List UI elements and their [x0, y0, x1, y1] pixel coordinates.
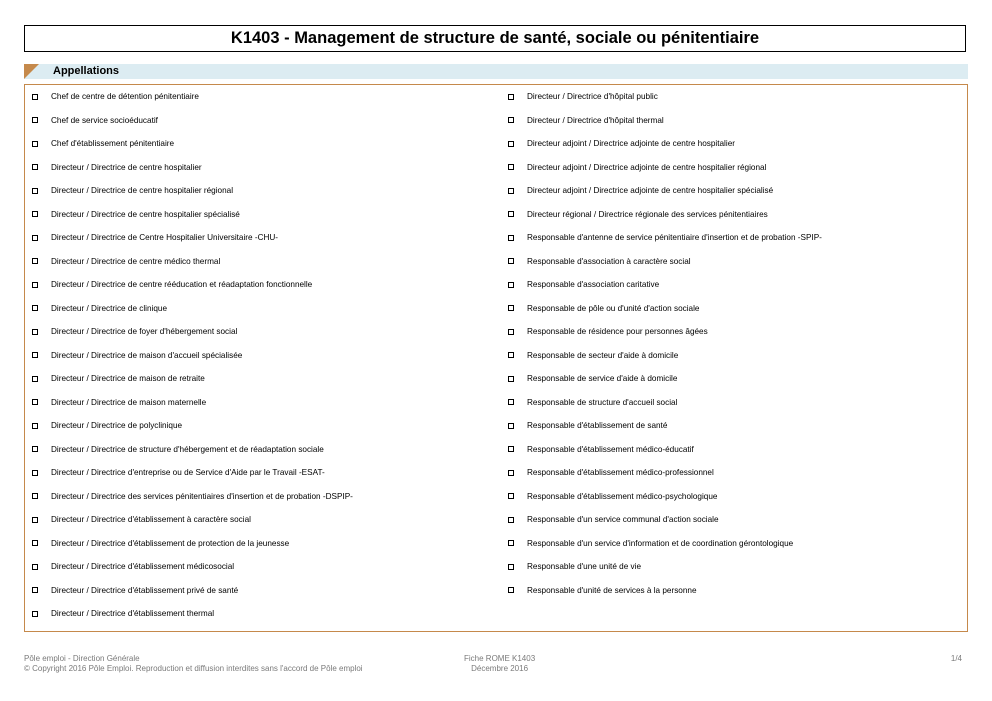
appellation-label: Responsable de secteur d'aide à domicile [527, 350, 679, 360]
checkbox-icon [32, 117, 38, 123]
checkbox-icon [32, 446, 38, 452]
checkbox-icon [32, 517, 38, 523]
appellation-item [508, 273, 958, 297]
appellation-label: Chef de centre de détention pénitentiaire [51, 92, 199, 102]
appellation-label: Directeur adjoint / Directrice adjointe de centre hospitalier spécialisé [527, 186, 774, 196]
checkbox-icon [508, 211, 514, 217]
appellation-label: Directeur / Directrice d'entreprise ou de Service d'Aide par le Travail -ESAT- [51, 468, 325, 478]
appellation-item [508, 367, 958, 391]
appellation-item [508, 179, 958, 203]
checkbox-icon [32, 540, 38, 546]
appellation-item [32, 579, 492, 603]
checkbox-icon [508, 470, 514, 476]
appellation-label: Responsable de structure d'accueil social [527, 397, 678, 407]
checkbox-icon [32, 470, 38, 476]
checkbox-icon [508, 258, 514, 264]
footer-left [24, 654, 363, 674]
appellation-label: Directeur / Directrice de centre hospitalier [51, 162, 202, 172]
page-title-text: K1403 - Management de structure de santé, sociale ou pénitentiaire [230, 29, 760, 47]
checkbox-icon [508, 564, 514, 570]
checkbox-icon [32, 235, 38, 241]
appellation-label: Responsable d'établissement de santé [527, 421, 668, 431]
appellation-item [32, 85, 492, 109]
appellation-label: Directeur / Directrice d'établissement thermal [51, 609, 215, 619]
checkbox-icon [32, 423, 38, 429]
checkbox-icon [32, 329, 38, 335]
checkbox-icon [32, 564, 38, 570]
appellation-label: Directeur / Directrice d'établissement à caractère social [51, 515, 251, 525]
appellations-right-column [508, 85, 958, 602]
appellation-item [32, 203, 492, 227]
page-title [24, 25, 966, 52]
checkbox-icon [32, 399, 38, 405]
appellation-item [508, 85, 958, 109]
appellation-item [32, 367, 492, 391]
appellation-item [32, 485, 492, 509]
appellation-label: Directeur / Directrice de centre médico thermal [51, 256, 221, 266]
checkbox-icon [32, 376, 38, 382]
checkbox-icon [508, 587, 514, 593]
checkbox-icon [508, 329, 514, 335]
checkbox-icon [508, 94, 514, 100]
appellation-item [32, 461, 492, 485]
appellation-label: Directeur / Directrice de maison maternelle [51, 397, 207, 407]
appellation-item [508, 579, 958, 603]
appellations-left-column [32, 85, 492, 626]
checkbox-icon [508, 117, 514, 123]
appellation-label: Directeur / Directrice de maison d'accueil spécialisée [51, 350, 243, 360]
footer-copyright: © Copyright 2016 Pôle Emploi. Reproduction et diffusion interdites sans l'accord de Pôle emploi [24, 664, 363, 673]
appellation-item [508, 226, 958, 250]
appellation-label: Directeur / Directrice de centre hospitalier spécialisé [51, 209, 240, 219]
appellation-item [508, 320, 958, 344]
checkbox-icon [508, 282, 514, 288]
appellation-label: Directeur / Directrice d'établissement privé de santé [51, 585, 239, 595]
appellation-item [32, 438, 492, 462]
checkbox-icon [32, 258, 38, 264]
appellation-item [32, 344, 492, 368]
appellation-item [508, 203, 958, 227]
appellation-label: Directeur / Directrice de maison de retraite [51, 374, 205, 384]
appellation-label: Responsable d'unité de services à la personne [527, 585, 697, 595]
appellation-label: Responsable d'association à caractère social [527, 256, 691, 266]
appellation-item [508, 532, 958, 556]
appellation-label: Responsable d'un service d'information et de coordination gérontologique [527, 538, 794, 548]
appellation-label: Responsable d'antenne de service pénitentiaire d'insertion et de probation -SPIP- [527, 233, 822, 243]
checkbox-icon [32, 94, 38, 100]
checkbox-icon [508, 540, 514, 546]
appellation-item [32, 179, 492, 203]
appellation-item [508, 438, 958, 462]
appellation-item [508, 297, 958, 321]
appellation-label: Directeur / Directrice d'hôpital public [527, 92, 658, 102]
appellation-label: Responsable de pôle ou d'unité d'action sociale [527, 303, 700, 313]
appellation-label: Directeur / Directrice de centre hospitalier régional [51, 186, 234, 196]
appellation-item [508, 250, 958, 274]
appellation-item [508, 414, 958, 438]
section-corner-icon [24, 64, 39, 79]
appellation-item [32, 226, 492, 250]
appellation-label: Chef d'établissement pénitentiaire [51, 139, 175, 149]
appellation-item [508, 461, 958, 485]
checkbox-icon [32, 611, 38, 617]
appellation-label: Directeur / Directrice de Centre Hospitalier Universitaire -CHU- [51, 233, 279, 243]
appellation-label: Directeur / Directrice de structure d'hébergement et de réadaptation sociale [51, 444, 324, 454]
appellation-item [32, 132, 492, 156]
appellation-label: Responsable d'un service communal d'action sociale [527, 515, 719, 525]
appellation-label: Directeur / Directrice d'établissement médicosocial [51, 562, 235, 572]
appellation-label: Responsable d'une unité de vie [527, 562, 641, 572]
footer-center [464, 654, 535, 674]
section-title: Appellations [53, 65, 120, 77]
checkbox-icon [508, 164, 514, 170]
checkbox-icon [508, 188, 514, 194]
appellation-label: Responsable de service d'aide à domicile [527, 374, 678, 384]
appellation-item [32, 273, 492, 297]
appellation-item [32, 109, 492, 133]
appellation-item [32, 250, 492, 274]
footer-page-number: 1/4 [950, 654, 962, 663]
checkbox-icon [508, 446, 514, 452]
checkbox-icon [32, 305, 38, 311]
checkbox-icon [508, 423, 514, 429]
checkbox-icon [508, 517, 514, 523]
checkbox-icon [32, 282, 38, 288]
checkbox-icon [32, 211, 38, 217]
checkbox-icon [508, 493, 514, 499]
appellation-item [508, 132, 958, 156]
checkbox-icon [32, 141, 38, 147]
appellation-item [32, 297, 492, 321]
appellation-item [508, 391, 958, 415]
checkbox-icon [32, 587, 38, 593]
appellation-item [508, 485, 958, 509]
appellation-item [32, 532, 492, 556]
footer-fiche: Fiche ROME K1403 [464, 654, 536, 663]
appellation-label: Directeur / Directrice de polyclinique [51, 421, 183, 431]
checkbox-icon [32, 352, 38, 358]
checkbox-icon [508, 352, 514, 358]
appellation-label: Responsable d'établissement médico-psychologique [527, 491, 718, 501]
footer-date: Décembre 2016 [471, 664, 529, 673]
appellation-label: Directeur régional / Directrice régionale des services pénitentiaires [527, 209, 768, 219]
appellation-label: Directeur / Directrice de centre rééducation et réadaptation fonctionnelle [51, 280, 313, 290]
checkbox-icon [32, 188, 38, 194]
checkbox-icon [32, 164, 38, 170]
appellation-label: Responsable de résidence pour personnes âgées [527, 327, 708, 337]
appellation-item [32, 156, 492, 180]
appellation-label: Directeur / Directrice d'établissement de protection de la jeunesse [51, 538, 290, 548]
appellation-item [32, 391, 492, 415]
appellation-item [32, 508, 492, 532]
appellation-label: Directeur adjoint / Directrice adjointe de centre hospitalier [527, 139, 735, 149]
checkbox-icon [508, 376, 514, 382]
checkbox-icon [508, 305, 514, 311]
appellation-label: Directeur / Directrice de foyer d'hébergement social [51, 327, 238, 337]
appellation-item [508, 109, 958, 133]
appellation-item [32, 414, 492, 438]
appellation-item [508, 156, 958, 180]
appellation-label: Chef de service socioéducatif [51, 115, 158, 125]
appellation-label: Directeur / Directrice d'hôpital thermal [527, 115, 664, 125]
appellation-label: Responsable d'établissement médico-professionnel [527, 468, 714, 478]
appellation-item [32, 320, 492, 344]
appellation-label: Directeur / Directrice de clinique [51, 303, 168, 313]
appellation-item [32, 555, 492, 579]
appellation-item [508, 508, 958, 532]
checkbox-icon [508, 141, 514, 147]
appellation-label: Directeur / Directrice des services pénitentiaires d'insertion et de probation -DSPIP- [51, 491, 353, 501]
appellation-item [508, 555, 958, 579]
checkbox-icon [508, 235, 514, 241]
appellation-label: Responsable d'association caritative [527, 280, 660, 290]
appellation-label: Responsable d'établissement médico-éducatif [527, 444, 694, 454]
appellation-label: Directeur adjoint / Directrice adjointe de centre hospitalier régional [527, 162, 767, 172]
checkbox-icon [508, 399, 514, 405]
appellation-item [32, 602, 492, 626]
checkbox-icon [32, 493, 38, 499]
section-header [24, 64, 968, 79]
footer-org: Pôle emploi - Direction Générale [24, 654, 140, 663]
appellation-item [508, 344, 958, 368]
